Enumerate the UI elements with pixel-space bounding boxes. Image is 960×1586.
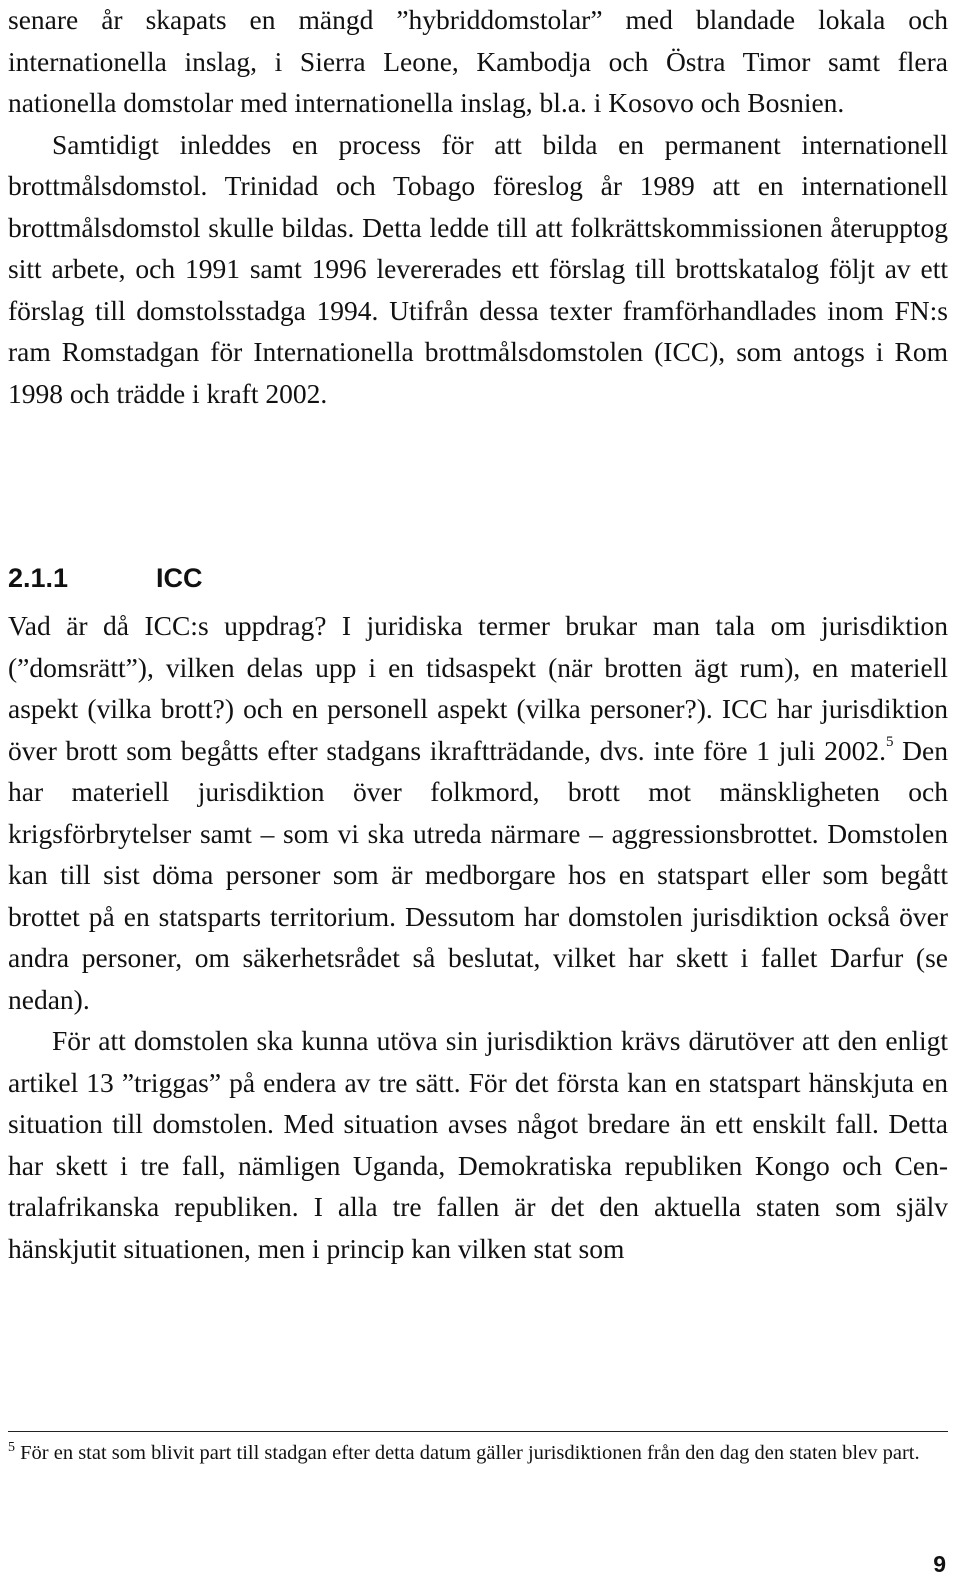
footnote-number: 5 — [8, 1440, 15, 1455]
footnote — [8, 1439, 938, 1468]
paragraph-jurisdiction-triggers: För att domstolen ska kunna utöva sin jurisdiktion krävs därutöver att den enligt artikel 13 ”triggas” på endera av tre sätt. För det första kan en statspart hänskjuta en situation till domstolen. Med situation avses något bredare än ett enskilt fall. Detta har skett i tre fall, nämligen Uganda, Demokratiska republiken Kongo och Centralafrikanska republiken. I alla tre fallen är det den aktuella staten som själv hänskjutit situationen, men i princip kan vilken stat som — [8, 1025, 948, 1264]
footnote-divider — [8, 1431, 948, 1432]
page-number: 9 — [933, 1551, 946, 1577]
paragraph-hybrid-courts: senare år skapats en mängd ”hybriddomstolar” med blandade lokala och internationella inslag, i Sierra Leone, Kambodja och Östra Timor samt flera nationella domstolar med internationella inslag, bl.a. i Kosovo och Bosnien. — [8, 4, 948, 118]
text-block-intro — [8, 0, 948, 414]
paragraph-icc-mandate-part-1: Vad är då ICC:s uppdrag? I juridiska termer brukar man tala om jurisdiktion (”domsrätt”), vilken delas upp i en tidsaspekt (när brotten ägt rum), en materiell aspekt (vilka brott?) och en personell aspekt (vilka personer?). ICC har jurisdiktion över brott som begåtts efter stadgans ikraftträdande, dvs. inte före 1 juli 2002. — [8, 610, 948, 766]
text-block-icc — [8, 605, 948, 1269]
paragraph-icc-mandate — [8, 605, 948, 1020]
section-number: 2.1.1 — [8, 563, 69, 593]
section-title: ICC — [156, 563, 203, 593]
paragraph-permanent-court: Samtidigt inleddes en process för att bilda en permanent internationell brottmålsdomstol. Trinidad och Tobago föreslog år 1989 att en internationell brottmålsdomstol skulle bildas. Detta ledde till att folkrättskommissionen återupptog sitt arbete, och 1991 samt 1996 levererades ett förslag till brottskatalog följt av ett förslag till domstolsstadga 1994. Utifrån dessa texter framförhandlades inom FN:s ram Romstadgan för Internationella brottmålsdomstolen (ICC), som antogs i Rom 1998 och trädde i kraft 2002. — [8, 128, 948, 409]
section-heading — [8, 558, 203, 598]
footnote-reference[interactable]: 5 — [885, 733, 894, 750]
footnote-text: För en stat som blivit part till stadgan efter detta datum gäller jurisdiktionen från den dag den staten blev part. — [20, 1442, 920, 1464]
paragraph-icc-mandate-part-2: Den har materiell jurisdiktion över folkmord, brott mot mänskligheten och krigsförbrytelser samt – som vi ska utreda närmare – aggressionsbrottet. Domstolen kan till sist döma personer som är medborgare hos en statspart eller som begått brottet på en statsparts territorium. Dessutom har domstolen jurisdiktion också över andra personer, om säkerhetsrådet så beslutat, vilket har skett i fallet Darfur (se nedan). — [8, 734, 948, 1015]
